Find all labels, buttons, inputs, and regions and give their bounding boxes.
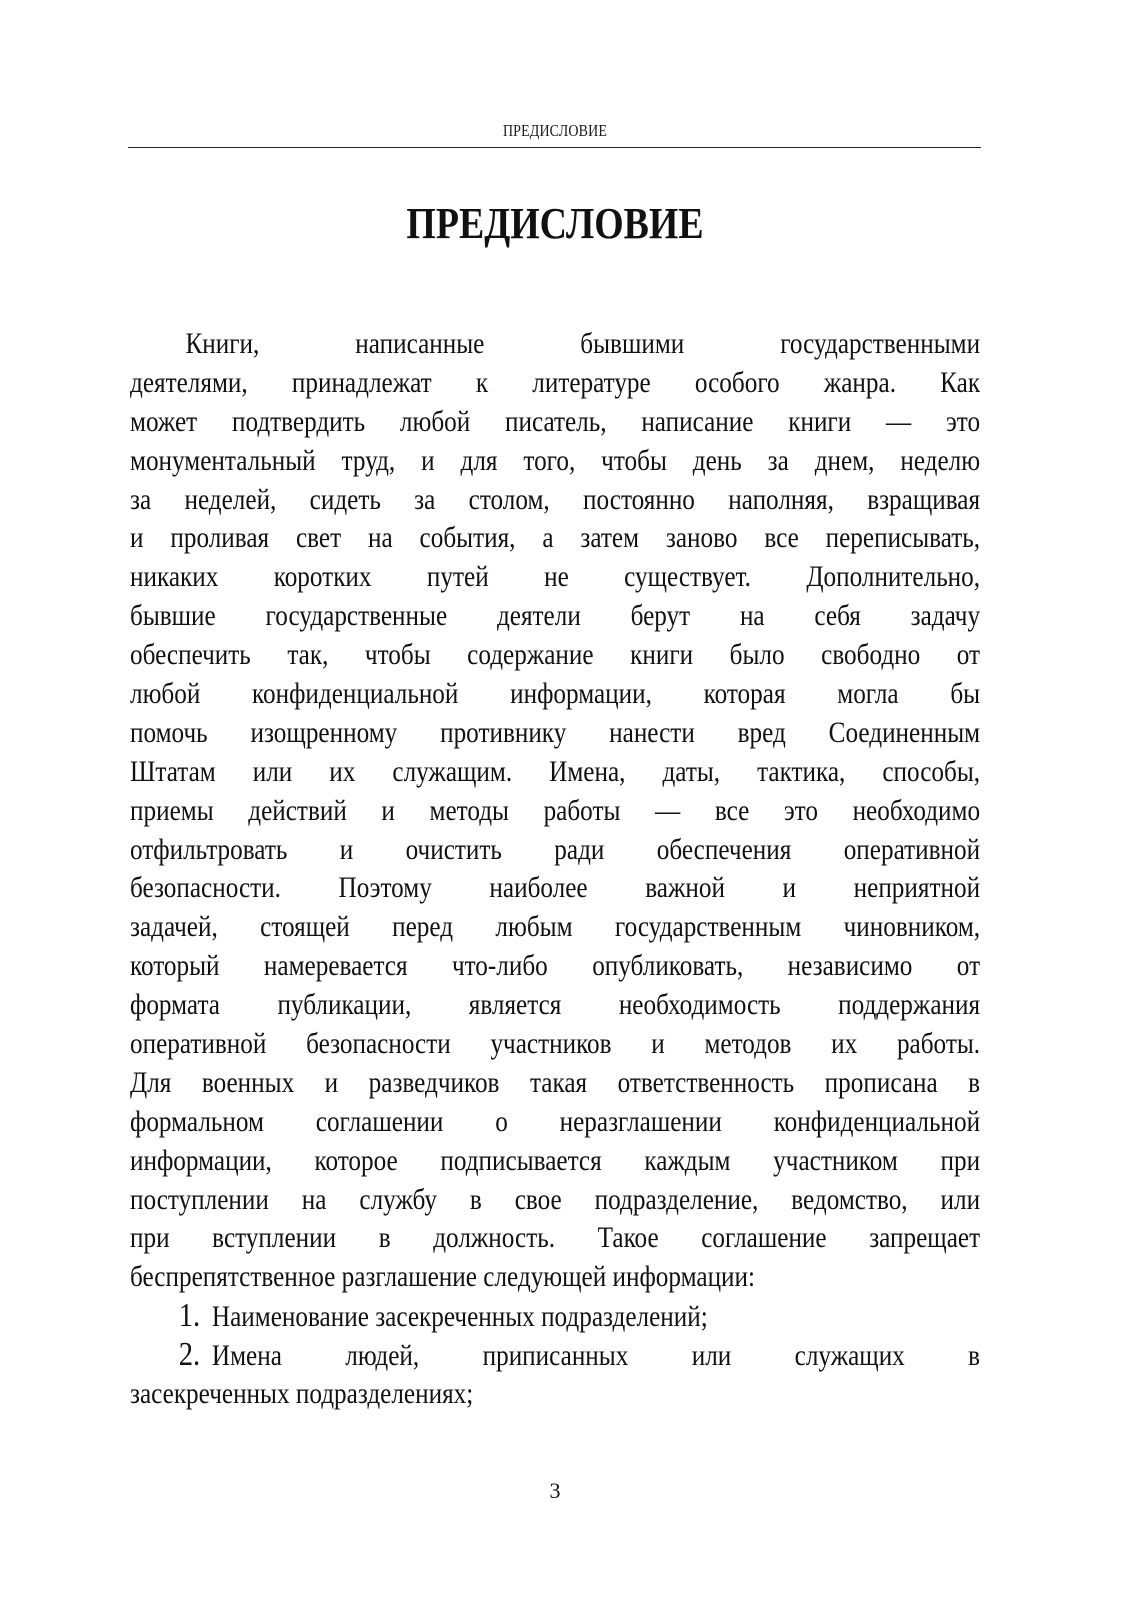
text-line: обеспечить так, чтобы содержание книги было свободно от	[130, 638, 981, 672]
text-line: приемы действий и методы работы — все это необходимо	[130, 793, 981, 827]
text-line: формата публикации, является необходимость поддержания	[130, 988, 981, 1022]
text-line: задачей, стоящей перед любым государственным чиновником,	[130, 910, 981, 944]
text-line: Для военных и разведчиков такая ответственность прописана в	[130, 1065, 981, 1099]
text-line: и проливая свет на события, а затем заново все переписывать,	[130, 521, 981, 555]
text-line: деятелями, принадлежат к литературе особого жанра. Как	[130, 365, 981, 399]
text-line: Книги, написанные бывшими государственными	[185, 327, 981, 360]
text-line: Штатам или их служащим. Имена, даты, тактика, способы,	[130, 754, 981, 788]
text-line: информации, которое подписывается каждым участником при	[130, 1143, 981, 1177]
text-line: помочь изощренному противнику нанести вред Соединенным	[130, 715, 981, 749]
running-head: ПРЕДИСЛОВИЕ	[502, 121, 608, 140]
list-item	[130, 1297, 980, 1336]
text-line: формальном соглашении о неразглашении конфиденциальной	[130, 1104, 981, 1138]
list-item	[130, 1336, 980, 1375]
list-number: 2.	[178, 1336, 201, 1374]
text-line: никаких коротких путей не существует. Дополнительно,	[130, 560, 981, 594]
text-line: может подтвердить любой писатель, написание книги — это	[130, 404, 981, 438]
text-line: при вступлении в должность. Такое соглашение запрещает	[130, 1221, 981, 1255]
text-line: беспрепятственное разглашение следующей информации:	[130, 1260, 756, 1294]
list-item-text: Наименование засекреченных подразделений;	[211, 1300, 708, 1334]
text-line: засекреченных подразделениях;	[130, 1377, 474, 1411]
body-text	[130, 325, 980, 1414]
text-line: оперативной безопасности участников и методов их работы.	[130, 1027, 981, 1061]
text-line: отфильтровать и очистить ради обеспечения оперативной	[130, 832, 981, 866]
list-item-text: Имена людей, приписанных или служащих в	[211, 1339, 981, 1373]
header-rule	[128, 147, 981, 148]
text-line: любой конфиденциальной информации, которая могла бы	[130, 677, 981, 711]
text-line: монументальный труд, и для того, чтобы день за днем, неделю	[130, 443, 981, 477]
text-line: безопасности. Поэтому наиболее важной и неприятной	[130, 871, 981, 905]
text-line: поступлении на службу в свое подразделение, ведомство, или	[130, 1182, 981, 1216]
text-line: бывшие государственные деятели берут на себя задачу	[130, 599, 981, 633]
list-number: 1.	[178, 1297, 201, 1335]
page-number: 3	[549, 1478, 561, 1503]
text-line: который намеревается что-либо опубликовать, независимо от	[130, 949, 981, 983]
text-line: за неделей, сидеть за столом, постоянно наполняя, взращивая	[130, 482, 981, 516]
chapter-title: ПРЕДИСЛОВИЕ	[406, 199, 704, 248]
